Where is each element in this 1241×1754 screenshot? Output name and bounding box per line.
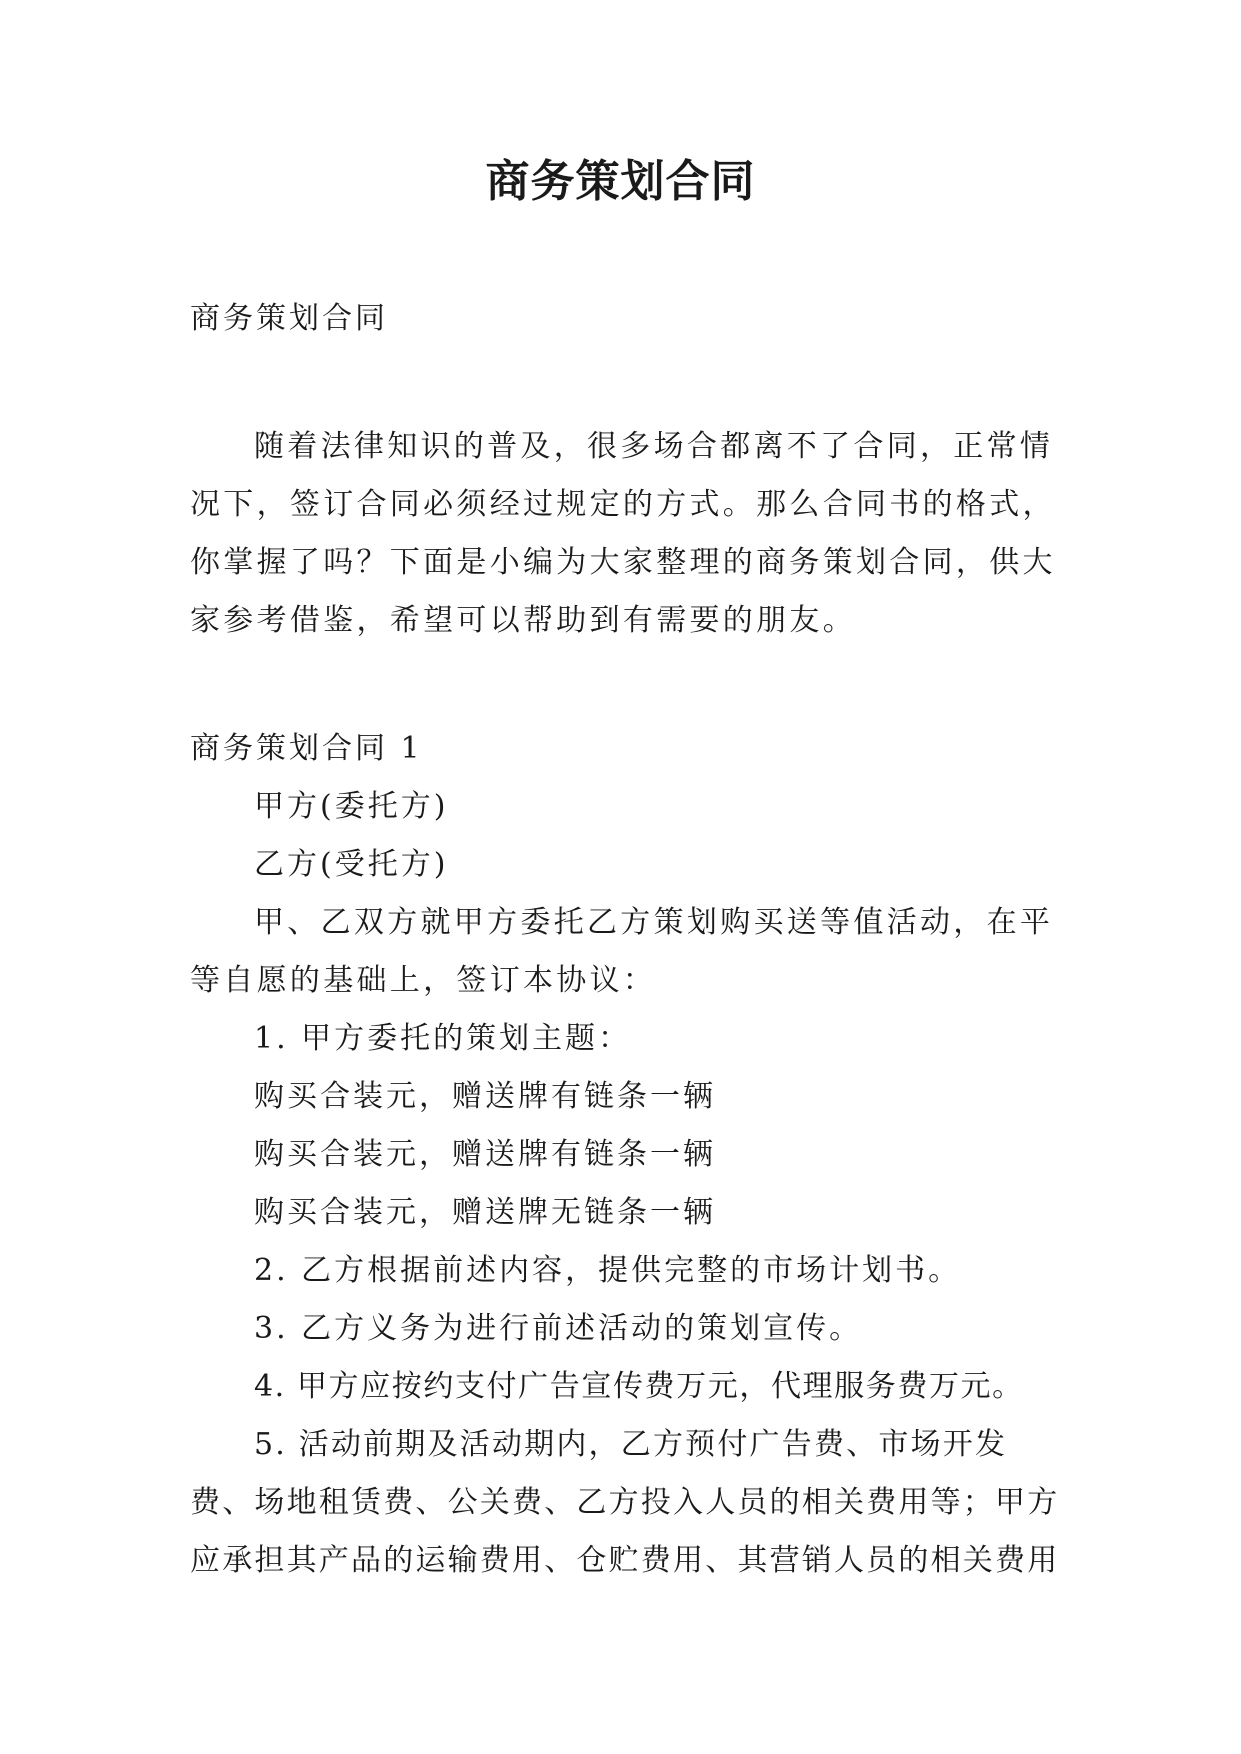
document-title: 商务策划合同 [485, 156, 756, 207]
party-b-line: 乙方(受托方) [254, 847, 449, 882]
clause-5: 5. 活动前期及活动期内，乙方预付广告费、市场开发费、场地租赁费、公关费、乙方投入人员的相关费用等；甲方应承担其产品的运输费用、仓贮费用、其营销人员的相关费用 [190, 1427, 1060, 1578]
intro-paragraph: 随着法律知识的普及，很多场合都离不了合同，正常情况下，签订合同必须经过规定的方式。那么合同书的格式，你掌握了吗？下面是小编为大家整理的商务策划合同，供大家参考借鉴，希望可以帮助到有需要的朋友。 [190, 429, 1056, 638]
party-a-line: 甲方(委托方) [254, 789, 449, 824]
gift-item-1: 购买合装元，赠送牌有链条一辆 [254, 1079, 716, 1114]
clause-2: 2. 乙方根据前述内容，提供完整的市场计划书。 [254, 1253, 962, 1288]
section-heading: 商务策划合同 1 [190, 731, 423, 766]
document-body [190, 290, 1060, 1590]
gift-item-2: 购买合装元，赠送牌有链条一辆 [254, 1137, 716, 1172]
document-subtitle: 商务策划合同 [190, 301, 388, 336]
clause-1: 1. 甲方委托的策划主题： [254, 1021, 632, 1056]
agreement-intro: 甲、乙双方就甲方委托乙方策划购买送等值活动，在平等自愿的基础上，签订本协议： [190, 905, 1054, 998]
clause-3: 3. 乙方义务为进行前述活动的策划宣传。 [254, 1311, 863, 1346]
gift-item-3: 购买合装元，赠送牌无链条一辆 [254, 1195, 716, 1230]
clause-4: 4. 甲方应按约支付广告宣传费万元，代理服务费万元。 [254, 1369, 1024, 1404]
